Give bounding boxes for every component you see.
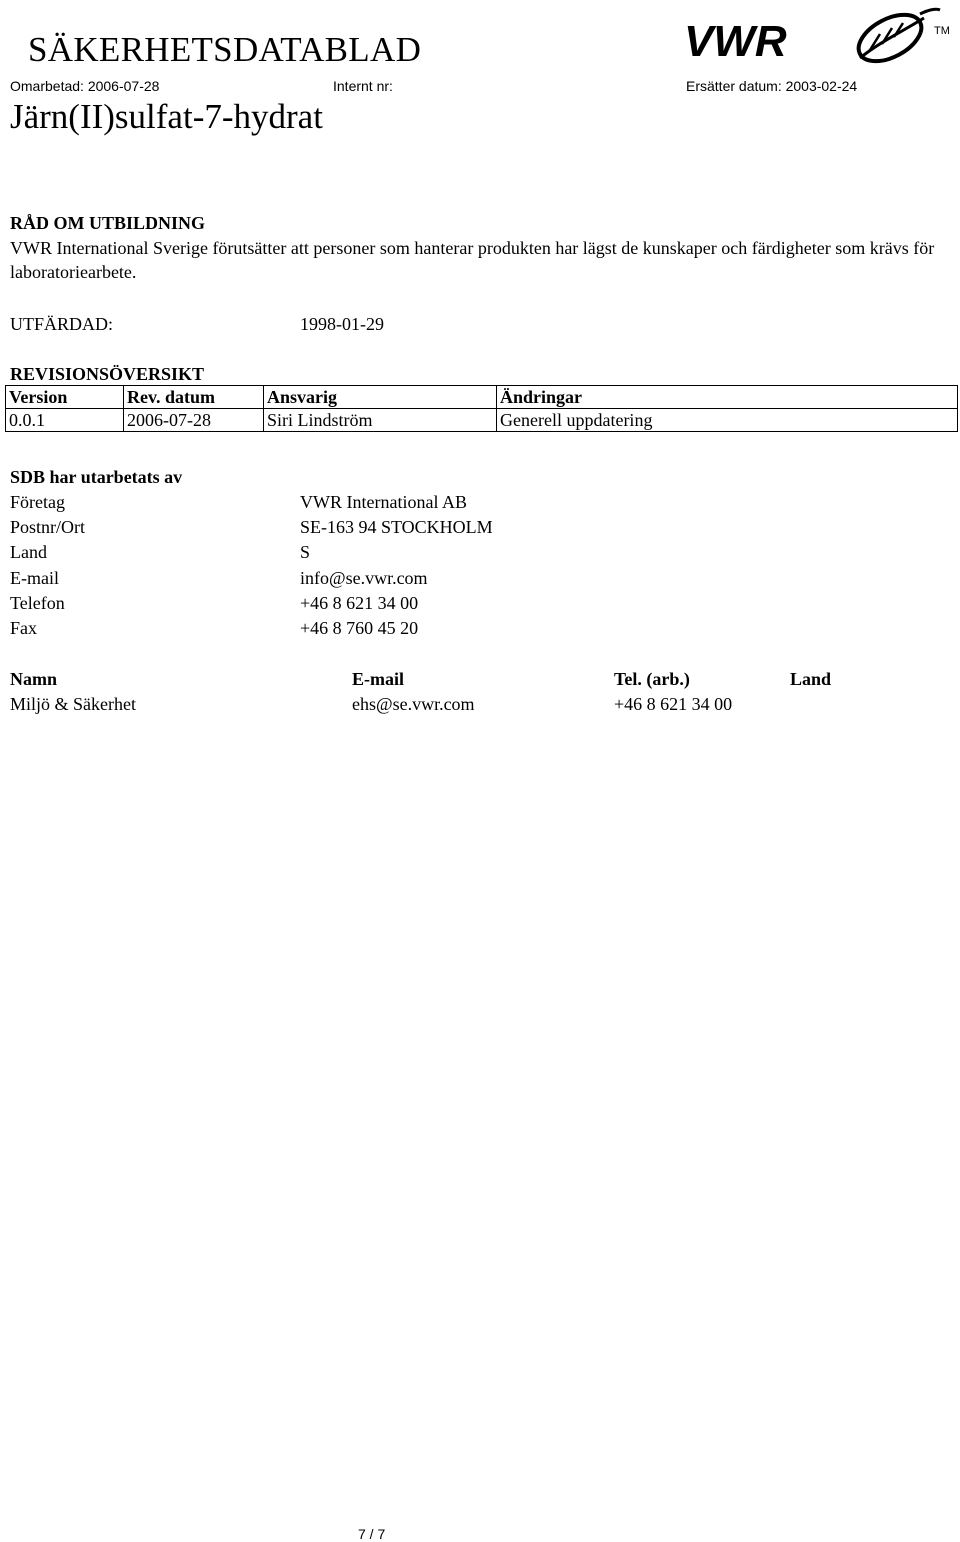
revision-header-row xyxy=(6,386,958,409)
issued-value: 1998-01-29 xyxy=(300,314,384,334)
country-value: S xyxy=(300,542,311,562)
fax-label: Fax xyxy=(10,618,37,638)
training-text: VWR International Sverige förutsätter att personer som hanterar produkten har lägst de kunskaper och färdigheter som krävs för laboratoriearbete. xyxy=(10,238,935,282)
page-number: 7 / 7 xyxy=(358,1526,386,1542)
responsible-cell: Siri Lindström xyxy=(264,409,497,432)
fax-value: +46 8 760 45 20 xyxy=(300,618,419,638)
revised-date: Omarbetad: 2006-07-28 xyxy=(10,78,160,94)
postal-label: Postnr/Ort xyxy=(10,517,86,537)
logo-wordmark: VWR xyxy=(684,17,787,66)
phone-label: Telefon xyxy=(10,593,65,613)
contact-header-phone: Tel. (arb.) xyxy=(614,669,690,689)
internal-number: Internt nr: xyxy=(333,78,393,94)
phone-value: +46 8 621 34 00 xyxy=(300,593,419,613)
contact-header-email: E-mail xyxy=(352,669,404,689)
company-label: Företag xyxy=(10,492,65,512)
table-row xyxy=(6,409,958,432)
leaf-icon xyxy=(851,5,940,68)
column-header-changes: Ändringar xyxy=(497,386,958,409)
revision-table xyxy=(5,385,958,432)
postal-value: SE-163 94 STOCKHOLM xyxy=(300,517,493,537)
email-label: E-mail xyxy=(10,568,59,588)
training-heading: RÅD OM UTBILDNING xyxy=(10,213,206,233)
contact-header-name: Namn xyxy=(10,669,58,689)
column-header-rev-date: Rev. datum xyxy=(124,386,264,409)
changes-cell: Generell uppdatering xyxy=(497,409,958,432)
column-header-responsible: Ansvarig xyxy=(264,386,497,409)
replaces-date: Ersätter datum: 2003-02-24 xyxy=(686,78,858,94)
contact-email: ehs@se.vwr.com xyxy=(352,694,475,714)
document-title: SÄKERHETSDATABLAD xyxy=(28,30,422,69)
contact-phone: +46 8 621 34 00 xyxy=(614,694,733,714)
email-value: info@se.vwr.com xyxy=(300,568,428,588)
product-name: Järn(II)sulfat-7-hydrat xyxy=(10,97,323,136)
trademark-mark: TM xyxy=(934,25,950,37)
prepared-by-heading: SDB har utarbetats av xyxy=(10,467,183,487)
column-header-version: Version xyxy=(6,386,124,409)
vwr-logo xyxy=(684,4,956,68)
revision-heading: REVISIONSÖVERSIKT xyxy=(10,364,205,384)
company-value: VWR International AB xyxy=(300,492,467,512)
rev-date-cell: 2006-07-28 xyxy=(124,409,264,432)
version-cell: 0.0.1 xyxy=(6,409,124,432)
country-label: Land xyxy=(10,542,47,562)
contact-name: Miljö & Säkerhet xyxy=(10,694,136,714)
contact-header-country: Land xyxy=(790,669,832,689)
issued-label: UTFÄRDAD: xyxy=(10,314,114,334)
